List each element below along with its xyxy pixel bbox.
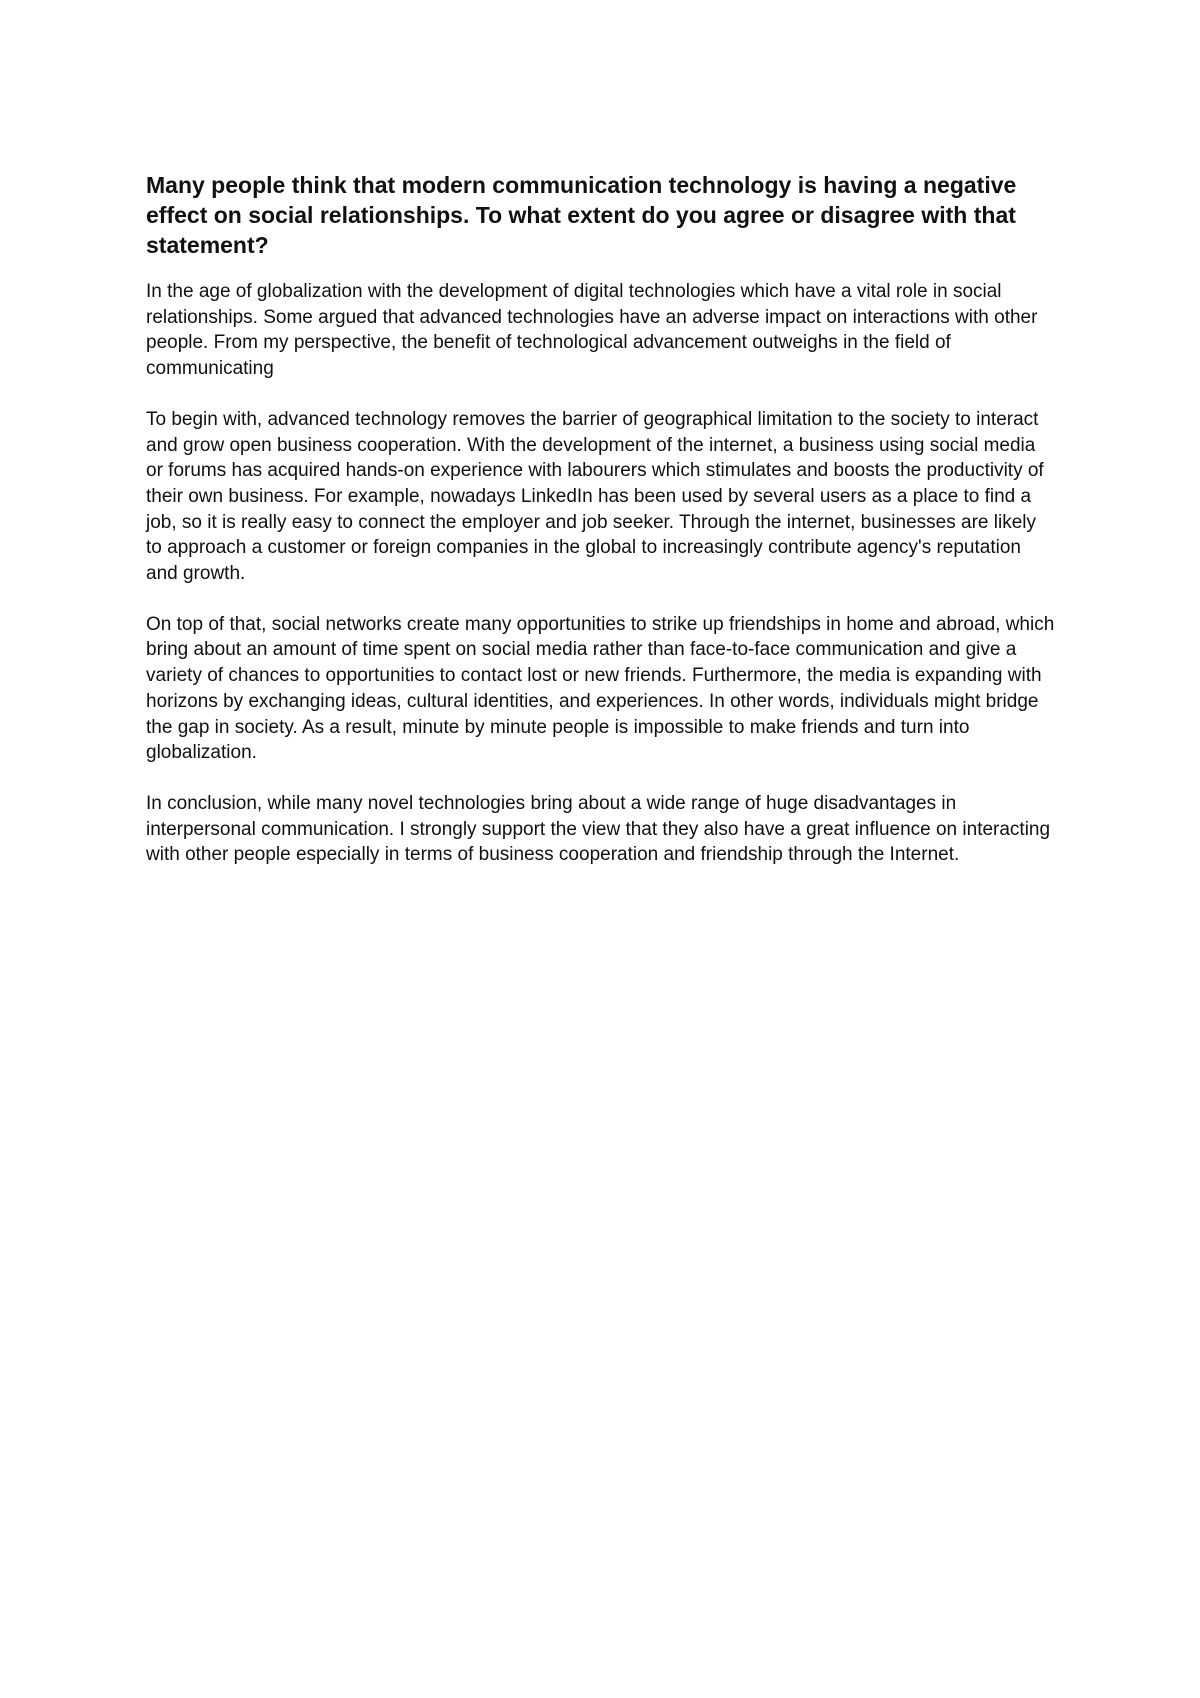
document-body	[146, 170, 1056, 893]
paragraph-body-1: To begin with, advanced technology removes the barrier of geographical limitation to the society to interact and grow open business cooperation. With the development of the internet, a business using social media or forums has acquired hands-on experience with labourers which stimulates and boosts the productivity of their own business. For example, nowadays LinkedIn has been used by several users as a place to find a job, so it is really easy to connect the employer and job seeker. Through the internet, businesses are likely to approach a customer or foreign companies in the global to increasingly contribute agency's reputation and growth.	[146, 408, 1044, 585]
paragraph-body-2: On top of that, social networks create many opportunities to strike up friendships in home and abroad, which bring about an amount of time spent on social media rather than face-to-face communication and give a variety of chances to opportunities to contact lost or new friends. Furthermore, the media is expanding with horizons by exchanging ideas, cultural identities, and experiences. In other words, individuals might bridge the gap in society. As a result, minute by minute people is impossible to make friends and turn into globalization.	[146, 613, 1055, 764]
essay-title: Many people think that modern communication technology is having a negative effect on social relationships. To what extent do you agree or disagree with that statement?	[146, 172, 1017, 258]
paragraph-introduction: In the age of globalization with the development of digital technologies which have a vital role in social relationships. Some argued that advanced technologies have an adverse impact on interactions with other people. From my perspective, the benefit of technological advancement outweighs in the field of communicating	[146, 281, 1038, 380]
paragraph-conclusion: In conclusion, while many novel technologies bring about a wide range of huge disadvantages in interpersonal communication. I strongly support the view that they also have a great influence on interacting with other people especially in terms of business cooperation and friendship through the Internet.	[146, 792, 1051, 866]
